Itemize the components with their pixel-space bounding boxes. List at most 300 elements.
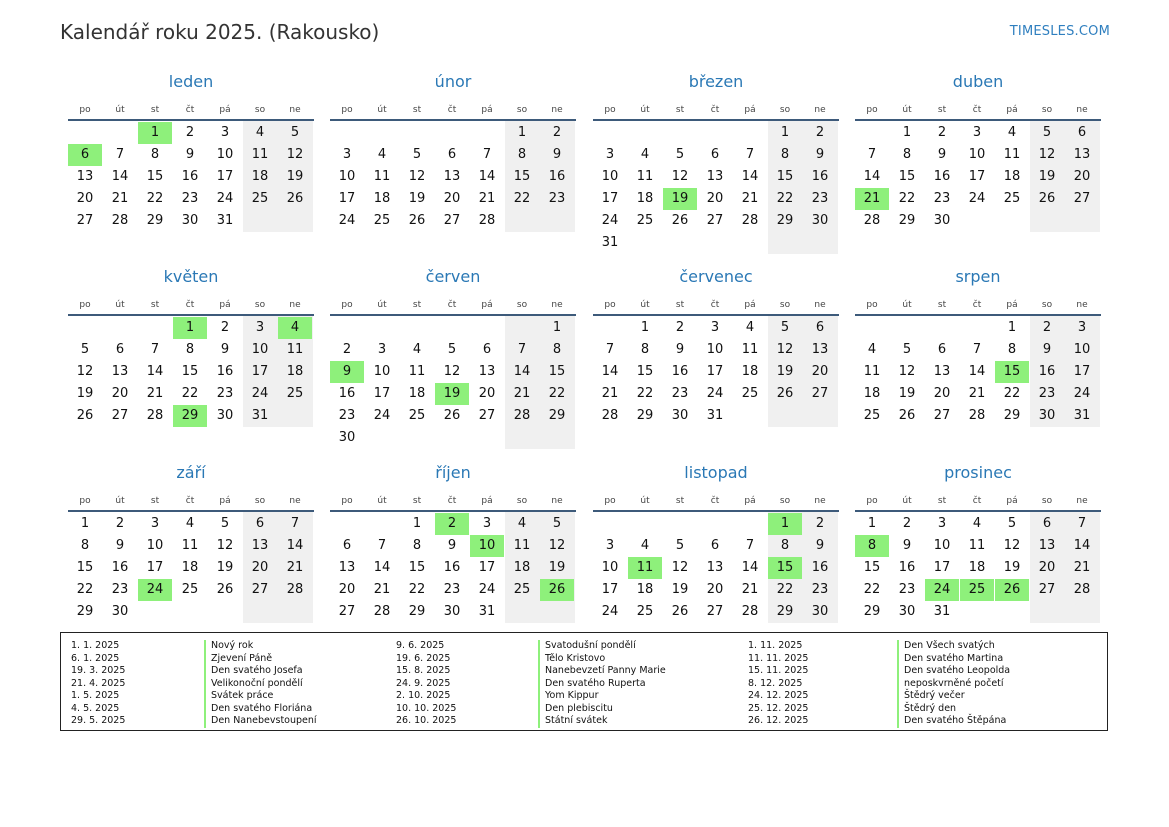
day-cell: 3 (937, 516, 947, 531)
day-cell: 7 (517, 342, 527, 357)
legend-date: 1. 1. 2025 (71, 640, 120, 651)
weekday-label: st (937, 300, 947, 310)
day-cell: 12 (671, 169, 689, 184)
month-name: duben (952, 72, 1004, 91)
month-name: březen (688, 72, 744, 91)
day-cell: 14 (968, 364, 986, 379)
legend-holiday-name: neposkvrněné početí (904, 677, 1004, 689)
day-cell: 6 (937, 342, 947, 357)
day-cell: 9 (115, 538, 125, 553)
day-cell: 12 (1003, 538, 1021, 553)
day-cell: 29 (408, 604, 426, 619)
day-cell: 25 (636, 213, 654, 228)
day-cell: 22 (76, 582, 94, 597)
day-cell: 31 (478, 604, 496, 619)
weekday-label: čt (185, 105, 195, 115)
legend-date: 11. 11. 2025 (748, 652, 809, 664)
weekday-label: čt (972, 496, 982, 506)
day-cell: 1 (867, 516, 877, 531)
day-cell: 21 (513, 386, 531, 401)
legend-date: 24. 12. 2025 (748, 690, 809, 701)
legend-names-column (538, 640, 666, 728)
holiday-day-cell: 26 (995, 579, 1029, 601)
day-cell: 3 (605, 147, 615, 162)
day-cell: 26 (408, 213, 426, 228)
day-cell: 14 (286, 538, 304, 553)
holiday-day-cell: 19 (435, 383, 469, 405)
day-cell: 16 (111, 560, 129, 575)
legend-holiday-name: Den Všech svatých (904, 640, 995, 651)
weekday-label: čt (972, 300, 982, 310)
weekday-label: út (902, 105, 912, 115)
day-cell: 10 (216, 147, 234, 162)
day-cell: 6 (115, 342, 125, 357)
day-cell: 20 (478, 386, 496, 401)
day-cell: 5 (1007, 516, 1017, 531)
weekday-label: pá (1006, 496, 1018, 506)
weekday-label: čt (185, 496, 195, 506)
weekday-header (330, 300, 576, 314)
weekday-label: čt (185, 300, 195, 310)
weekday-label: út (115, 105, 125, 115)
day-cell: 5 (552, 516, 562, 531)
day-cell: 8 (1007, 342, 1017, 357)
day-cell: 23 (548, 191, 566, 206)
day-cell: 8 (640, 342, 650, 357)
weekday-label: po (866, 105, 878, 115)
day-cell: 17 (933, 560, 951, 575)
day-cell: 24 (373, 408, 391, 423)
day-cell: 17 (216, 169, 234, 184)
day-cell: 8 (80, 538, 90, 553)
day-cell: 24 (338, 213, 356, 228)
legend-date: 24. 9. 2025 (396, 677, 451, 689)
day-cell: 20 (111, 386, 129, 401)
holiday-day-cell: 8 (855, 535, 889, 557)
weekday-label: út (902, 496, 912, 506)
day-cell: 28 (286, 582, 304, 597)
day-cell: 8 (517, 147, 527, 162)
legend-holiday-name: Yom Kippur (545, 690, 599, 701)
day-cell: 27 (443, 213, 461, 228)
weekday-label: st (412, 300, 422, 310)
day-cell: 30 (1038, 408, 1056, 423)
day-cell: 14 (373, 560, 391, 575)
day-cell: 26 (898, 408, 916, 423)
holiday-day-cell: 24 (925, 579, 959, 601)
legend-date: 19. 6. 2025 (396, 652, 451, 664)
day-cell: 22 (1003, 386, 1021, 401)
legend-date: 4. 5. 2025 (71, 702, 120, 714)
weekday-label: so (779, 496, 791, 506)
day-cell: 4 (972, 516, 982, 531)
day-cell: 20 (1073, 169, 1091, 184)
day-cell: 9 (815, 147, 825, 162)
day-cell: 16 (443, 560, 461, 575)
day-cell: 10 (1073, 342, 1091, 357)
weekday-label: so (1041, 105, 1053, 115)
day-cell: 20 (706, 191, 724, 206)
day-cell: 19 (776, 364, 794, 379)
legend-holiday-name: Den svatého Ruperta (545, 677, 646, 689)
day-cell: 19 (408, 191, 426, 206)
legend-date: 2. 10. 2025 (396, 690, 451, 701)
day-cell: 22 (863, 582, 881, 597)
weekday-label: ne (551, 496, 563, 506)
weekday-label: ne (289, 300, 301, 310)
day-cell: 20 (251, 560, 269, 575)
day-cell: 5 (220, 516, 230, 531)
legend-holiday-name: Velikonoční pondělí (211, 677, 303, 689)
day-cell: 8 (902, 147, 912, 162)
day-cell: 3 (150, 516, 160, 531)
day-cell: 3 (1077, 320, 1087, 335)
weekday-label: st (412, 496, 422, 506)
day-cell: 18 (863, 386, 881, 401)
day-cell: 30 (898, 604, 916, 619)
day-cell: 6 (1077, 125, 1087, 140)
day-cell: 27 (1038, 582, 1056, 597)
weekday-label: po (79, 105, 91, 115)
day-cell: 8 (412, 538, 422, 553)
weekday-label: čt (447, 496, 457, 506)
day-cell: 24 (216, 191, 234, 206)
legend-date: 19. 3. 2025 (71, 665, 126, 676)
holiday-day-cell: 26 (540, 579, 574, 601)
day-cell: 31 (933, 604, 951, 619)
legend-date: 26. 12. 2025 (748, 715, 809, 726)
legend-dates-column (71, 640, 125, 728)
weekday-label: út (640, 496, 650, 506)
legend-date: 29. 5. 2025 (71, 715, 126, 726)
day-cell: 23 (811, 191, 829, 206)
day-cell: 30 (111, 604, 129, 619)
day-cell: 27 (933, 408, 951, 423)
day-cell: 5 (412, 147, 422, 162)
weekday-label: po (79, 300, 91, 310)
weekday-label: po (341, 496, 353, 506)
day-cell: 13 (251, 538, 269, 553)
day-cell: 31 (601, 235, 619, 250)
day-cell: 16 (898, 560, 916, 575)
day-cell: 21 (968, 386, 986, 401)
day-cell: 25 (741, 386, 759, 401)
day-cell: 1 (780, 125, 790, 140)
legend-holiday-name: Štědrý večer (904, 690, 965, 701)
day-cell: 9 (447, 538, 457, 553)
day-cell: 22 (146, 191, 164, 206)
day-cell: 11 (636, 169, 654, 184)
legend-dates-column (396, 640, 456, 728)
day-cell: 25 (251, 191, 269, 206)
day-cell: 28 (111, 213, 129, 228)
day-cell: 28 (741, 213, 759, 228)
holiday-day-cell: 29 (173, 405, 207, 427)
day-cell: 19 (216, 560, 234, 575)
weekday-label: st (937, 496, 947, 506)
day-cell: 8 (185, 342, 195, 357)
weekday-label: so (779, 105, 791, 115)
day-cell: 7 (867, 147, 877, 162)
day-cell: 29 (636, 408, 654, 423)
day-cell: 26 (216, 582, 234, 597)
day-cell: 26 (671, 213, 689, 228)
weekday-label: út (377, 496, 387, 506)
weekday-label: st (150, 496, 160, 506)
legend-holiday-name: Nový rok (211, 640, 254, 651)
weekday-header (330, 105, 576, 119)
legend-holiday-name: Den svatého Floriána (211, 702, 313, 714)
day-cell: 11 (513, 538, 531, 553)
day-cell: 6 (447, 147, 457, 162)
day-cell: 18 (636, 191, 654, 206)
day-cell: 10 (933, 538, 951, 553)
day-cell: 15 (636, 364, 654, 379)
day-cell: 16 (1038, 364, 1056, 379)
month-name: červen (425, 267, 481, 286)
day-cell: 16 (671, 364, 689, 379)
holiday-day-cell: 24 (138, 579, 172, 601)
weekday-label: so (516, 496, 528, 506)
day-cell: 18 (286, 364, 304, 379)
weekday-label: so (254, 300, 266, 310)
day-cell: 17 (146, 560, 164, 575)
day-cell: 14 (478, 169, 496, 184)
day-cell: 10 (968, 147, 986, 162)
day-cell: 6 (815, 320, 825, 335)
weekday-label: čt (710, 300, 720, 310)
day-cell: 14 (741, 560, 759, 575)
day-cell: 28 (1073, 582, 1091, 597)
day-cell: 23 (671, 386, 689, 401)
day-cell: 18 (373, 191, 391, 206)
day-cell: 23 (933, 191, 951, 206)
day-cell: 3 (482, 516, 492, 531)
weekday-label: pá (481, 105, 493, 115)
day-cell: 7 (1077, 516, 1087, 531)
day-cell: 9 (902, 538, 912, 553)
day-cell: 10 (373, 364, 391, 379)
day-cell: 14 (863, 169, 881, 184)
month-name: říjen (435, 463, 471, 482)
weekday-label: so (779, 300, 791, 310)
day-cell: 30 (811, 213, 829, 228)
legend-dates-column (748, 640, 808, 728)
day-cell: 21 (373, 582, 391, 597)
day-cell: 26 (776, 386, 794, 401)
day-cell: 2 (902, 516, 912, 531)
weekday-label: ne (1076, 300, 1088, 310)
day-cell: 18 (968, 560, 986, 575)
brand-link[interactable]: TIMESLES.COM (1009, 24, 1110, 39)
day-cell: 4 (517, 516, 527, 531)
day-cell: 28 (146, 408, 164, 423)
month-name: prosinec (944, 463, 1012, 482)
day-cell: 5 (675, 147, 685, 162)
day-cell: 17 (601, 582, 619, 597)
weekday-label: po (79, 496, 91, 506)
day-cell: 3 (710, 320, 720, 335)
day-cell: 4 (867, 342, 877, 357)
day-cell: 24 (251, 386, 269, 401)
day-cell: 22 (548, 386, 566, 401)
day-cell: 4 (185, 516, 195, 531)
day-cell: 27 (251, 582, 269, 597)
page-title: Kalendář roku 2025. (Rakousko) (60, 20, 380, 44)
day-cell: 12 (443, 364, 461, 379)
day-cell: 30 (933, 213, 951, 228)
day-cell: 6 (710, 538, 720, 553)
day-cell: 23 (216, 386, 234, 401)
weekday-label: po (604, 300, 616, 310)
legend-holiday-name: Den svatého Štěpána (904, 715, 1007, 726)
day-cell: 28 (863, 213, 881, 228)
day-cell: 25 (863, 408, 881, 423)
day-cell: 4 (255, 125, 265, 140)
day-cell: 1 (80, 516, 90, 531)
weekday-label: st (412, 105, 422, 115)
legend-holiday-name: Den plebiscitu (545, 702, 613, 714)
day-cell: 30 (181, 213, 199, 228)
day-cell: 11 (286, 342, 304, 357)
day-cell: 6 (710, 147, 720, 162)
weekday-label: ne (814, 105, 826, 115)
legend-names-column (897, 640, 1010, 728)
day-cell: 17 (706, 364, 724, 379)
day-cell: 10 (338, 169, 356, 184)
day-cell: 8 (780, 147, 790, 162)
day-cell: 23 (898, 582, 916, 597)
legend-date: 8. 12. 2025 (748, 677, 803, 689)
day-cell: 20 (76, 191, 94, 206)
day-cell: 10 (146, 538, 164, 553)
day-cell: 18 (741, 364, 759, 379)
day-cell: 11 (181, 538, 199, 553)
day-cell: 5 (675, 538, 685, 553)
legend-date: 6. 1. 2025 (71, 652, 120, 664)
day-cell: 6 (342, 538, 352, 553)
day-cell: 25 (286, 386, 304, 401)
holiday-legend (60, 632, 1108, 731)
weekday-label: pá (744, 105, 756, 115)
day-cell: 7 (377, 538, 387, 553)
holiday-day-cell: 6 (68, 144, 102, 166)
day-cell: 21 (741, 582, 759, 597)
day-cell: 17 (1073, 364, 1091, 379)
weekday-header (68, 300, 314, 314)
day-cell: 14 (146, 364, 164, 379)
holiday-day-cell: 2 (435, 513, 469, 535)
legend-holiday-name: Zjevení Páně (211, 652, 273, 664)
day-cell: 20 (811, 364, 829, 379)
day-cell: 23 (443, 582, 461, 597)
month-name: únor (434, 72, 472, 91)
month-name: srpen (955, 267, 1001, 286)
holiday-day-cell: 1 (138, 122, 172, 144)
weekday-label: so (254, 105, 266, 115)
day-cell: 18 (181, 560, 199, 575)
month-name: září (176, 463, 206, 482)
day-cell: 1 (517, 125, 527, 140)
day-cell: 2 (937, 125, 947, 140)
holiday-day-cell: 11 (628, 557, 662, 579)
weekday-label: so (1041, 300, 1053, 310)
day-cell: 14 (1073, 538, 1091, 553)
month-name: leden (168, 72, 214, 91)
day-cell: 14 (601, 364, 619, 379)
day-cell: 16 (338, 386, 356, 401)
day-cell: 15 (513, 169, 531, 184)
day-cell: 21 (478, 191, 496, 206)
weekday-label: po (604, 496, 616, 506)
legend-holiday-name: Státní svátek (545, 715, 608, 726)
legend-holiday-name: Svatodušní pondělí (545, 640, 636, 651)
day-cell: 2 (1042, 320, 1052, 335)
day-cell: 21 (146, 386, 164, 401)
legend-date: 1. 11. 2025 (748, 640, 803, 651)
legend-date: 21. 4. 2025 (71, 677, 126, 689)
day-cell: 12 (548, 538, 566, 553)
month-name: listopad (684, 463, 748, 482)
day-cell: 1 (412, 516, 422, 531)
day-cell: 2 (115, 516, 125, 531)
day-cell: 31 (1073, 408, 1091, 423)
day-cell: 13 (478, 364, 496, 379)
weekday-label: st (675, 300, 685, 310)
day-cell: 26 (286, 191, 304, 206)
weekday-label: pá (219, 496, 231, 506)
day-cell: 27 (478, 408, 496, 423)
day-cell: 6 (1042, 516, 1052, 531)
day-cell: 24 (1073, 386, 1091, 401)
weekday-header (855, 300, 1101, 314)
day-cell: 25 (636, 604, 654, 619)
day-cell: 28 (478, 213, 496, 228)
day-cell: 9 (815, 538, 825, 553)
day-cell: 7 (290, 516, 300, 531)
weekday-label: so (516, 105, 528, 115)
holiday-day-cell: 9 (330, 361, 364, 383)
day-cell: 27 (811, 386, 829, 401)
holiday-day-cell: 15 (995, 361, 1029, 383)
day-cell: 22 (408, 582, 426, 597)
weekday-label: út (640, 300, 650, 310)
day-cell: 15 (146, 169, 164, 184)
day-cell: 19 (76, 386, 94, 401)
legend-date: 25. 12. 2025 (748, 702, 809, 714)
weekday-label: pá (744, 496, 756, 506)
day-cell: 24 (478, 582, 496, 597)
day-cell: 28 (513, 408, 531, 423)
day-cell: 15 (548, 364, 566, 379)
holiday-day-cell: 15 (768, 557, 802, 579)
day-cell: 13 (338, 560, 356, 575)
weekday-header (68, 496, 314, 510)
day-cell: 12 (671, 560, 689, 575)
weekday-header (330, 496, 576, 510)
day-cell: 30 (216, 408, 234, 423)
day-cell: 31 (251, 408, 269, 423)
day-cell: 15 (76, 560, 94, 575)
day-cell: 29 (548, 408, 566, 423)
day-cell: 15 (776, 169, 794, 184)
day-cell: 23 (811, 582, 829, 597)
day-cell: 25 (1003, 191, 1021, 206)
legend-date: 9. 6. 2025 (396, 640, 445, 651)
day-cell: 30 (338, 430, 356, 445)
day-cell: 27 (706, 604, 724, 619)
month-name: květen (163, 267, 219, 286)
